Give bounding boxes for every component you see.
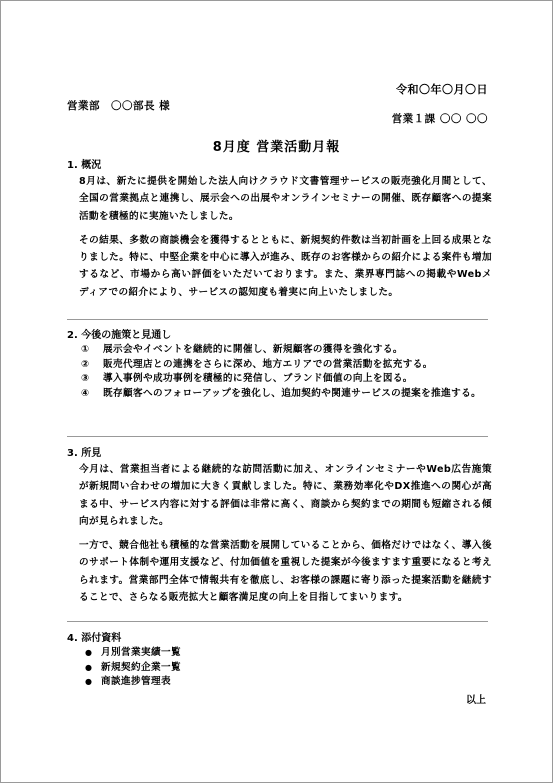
addressee: 営業部 〇〇部長 様 (67, 100, 171, 112)
attachments-list (67, 646, 492, 690)
document-title: 8月度 営業活動月報 (212, 140, 341, 155)
list-item-text: 導入事例や成功事例を積極的に発信し、ブランド価値の向上を図る。 (103, 373, 413, 384)
list-item-text: 展示会やイベントを継続的に開催し、新規顧客の獲得を強化する。 (103, 344, 403, 355)
list-item-text: 商談進捗管理表 (101, 676, 171, 687)
paragraph: 8月は、新たに提供を開始した法人向けクラウド文書管理サービスの販売強化月間として、全国の営業拠点と連携し、展示会への出展やオンラインセミナーの開催、既存顧客への提案活動を積極的に実施いたしました。 (79, 176, 492, 222)
measures-list (67, 343, 492, 401)
section-heading: 1. 概況 (67, 160, 102, 171)
list-item (67, 372, 492, 387)
list-item (67, 358, 492, 373)
paragraph: その結果、多数の商談機会を獲得するとともに、新規契約件数は当初計画を上回る成果となりました。特に、中堅企業を中心に導入が進み、既存のお客様からの紹介による案件も増加するなど、市場から高い評価をいただいております。また、業界専門誌への掲載やWebメディアでの紹介により、サービスの認知度も着実に向上いたしました。 (79, 234, 492, 298)
document-date: 令和〇年〇月〇日 (396, 83, 488, 96)
list-marker: ③ (81, 373, 90, 384)
section-divider (67, 621, 488, 622)
paragraph: 一方で、競合他社も積極的な営業活動を展開していることから、価格だけではなく、導入後のサポート体制や運用支援など、付加価値を重視した提案が今後ますます重要になると考えられます。営業部門全体で情報共有を徹底し、お客様の課題に寄り添った提案活動を継続することで、さらなる販売拡大と顧客満足度の向上を目指してまいります。 (79, 540, 492, 604)
section-heading: 3. 所見 (67, 448, 102, 459)
list-item-text: 既存顧客へのフォローアップを強化し、追加契約や関連サービスの提案を推進する。 (103, 387, 482, 399)
sender: 営業１課 〇〇 〇〇 (391, 113, 488, 125)
list-item (67, 646, 492, 661)
list-item (67, 343, 492, 358)
paragraph: 今月は、営業担当者による継続的な訪問活動に加え、オンラインセミナーやWeb広告施策が新規問い合わせの増加に大きく貢献しました。特に、業務効率化やDX推進への関心が高まる中、サービス内容に対する評価は非常に高く、商談から契約までの期間も短縮される傾向が見られました。 (79, 464, 492, 527)
list-marker: ① (81, 344, 90, 355)
section-observations (67, 447, 492, 606)
section-future-measures (67, 329, 492, 401)
list-marker: ④ (81, 387, 90, 399)
list-item (67, 661, 492, 676)
section-divider (67, 319, 488, 320)
section-heading: 2. 今後の施策と見通し (67, 330, 172, 341)
list-item (67, 387, 492, 402)
bullet-icon: ● (85, 648, 93, 657)
list-item-text: 月別営業実績一覧 (101, 647, 181, 658)
list-marker: ② (81, 358, 90, 370)
closing-text: 以上 (466, 695, 486, 706)
bullet-icon: ● (85, 677, 93, 686)
list-item-text: 販売代理店との連携をさらに深め、地方エリアでの営業活動を拡充する。 (103, 358, 433, 370)
section-overview (67, 159, 492, 301)
list-item-text: 新規契約企業一覧 (101, 661, 181, 673)
bullet-icon: ● (85, 662, 93, 672)
list-item (67, 675, 492, 690)
section-attachments (67, 632, 492, 690)
section-heading: 4. 添付資料 (67, 633, 122, 644)
section-divider (67, 436, 488, 437)
